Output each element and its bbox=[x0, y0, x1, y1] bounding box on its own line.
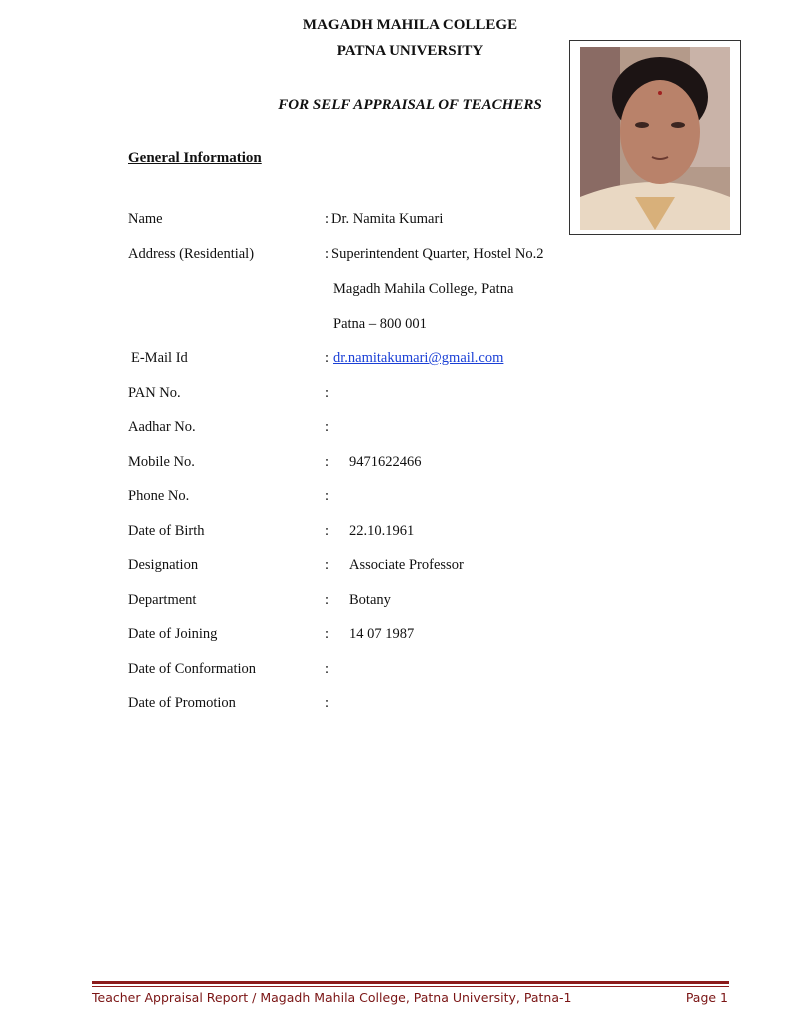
footer-rule bbox=[92, 981, 729, 984]
field-address: Address (Residential) : Superintendent Quarter, Hostel No.2 bbox=[128, 246, 544, 262]
field-value: 22.10.1961 bbox=[349, 523, 415, 539]
field-value: Dr. Namita Kumari bbox=[331, 211, 444, 227]
field-label: Name bbox=[128, 211, 163, 227]
field-label: Date of Promotion bbox=[128, 695, 236, 711]
field-aadhar: Aadhar No. : bbox=[128, 419, 330, 435]
address-line-3: Patna – 800 001 bbox=[333, 316, 427, 332]
footer-title: Teacher Appraisal Report / Magadh Mahila College, Patna University, Patna-1 bbox=[92, 990, 572, 1005]
field-date-of-conformation: Date of Conformation : bbox=[128, 661, 330, 677]
address-line-2: Magadh Mahila College, Patna bbox=[333, 281, 514, 297]
field-email: E-Mail Id : dr.namitakumari@gmail.com bbox=[131, 350, 504, 366]
teacher-photo bbox=[569, 40, 741, 235]
field-label: Date of Joining bbox=[128, 626, 218, 642]
field-date-of-joining: Date of Joining : 14 07 1987 bbox=[128, 626, 415, 642]
university-name: PATNA UNIVERSITY bbox=[336, 43, 484, 59]
field-label: Department bbox=[128, 592, 197, 608]
field-designation: Designation : Associate Professor bbox=[128, 557, 464, 573]
field-pan: PAN No. : bbox=[128, 385, 330, 401]
field-value: 9471622466 bbox=[349, 454, 422, 470]
field-value: 14 07 1987 bbox=[349, 626, 415, 642]
field-mobile: Mobile No. : 9471622466 bbox=[128, 454, 422, 470]
portrait-image bbox=[580, 47, 730, 230]
address-line-1: Superintendent Quarter, Hostel No.2 bbox=[331, 246, 544, 262]
field-label: Aadhar No. bbox=[128, 419, 196, 435]
field-label: Mobile No. bbox=[128, 454, 195, 470]
field-department: Department : Botany bbox=[128, 592, 391, 608]
field-label: Date of Conformation bbox=[128, 661, 257, 677]
field-label: Designation bbox=[128, 557, 199, 573]
field-label: Date of Birth bbox=[128, 523, 205, 539]
email-link[interactable]: dr.namitakumari@gmail.com bbox=[333, 350, 504, 366]
page-number: Page 1 bbox=[685, 990, 728, 1005]
field-label: PAN No. bbox=[128, 385, 181, 401]
field-value: Botany bbox=[349, 592, 391, 608]
field-name: Name : Dr. Namita Kumari bbox=[128, 211, 444, 227]
footer-rule-thin bbox=[92, 986, 729, 987]
field-label: Address (Residential) bbox=[128, 246, 255, 262]
field-label: Phone No. bbox=[128, 488, 190, 504]
field-label: E-Mail Id bbox=[131, 350, 188, 366]
college-name: MAGADH MAHILA COLLEGE bbox=[302, 17, 518, 33]
field-date-of-promotion: Date of Promotion : bbox=[128, 695, 330, 711]
field-value: Associate Professor bbox=[349, 557, 464, 573]
field-phone: Phone No. : bbox=[128, 488, 330, 504]
field-dob: Date of Birth : 22.10.1961 bbox=[128, 523, 415, 539]
form-title: FOR SELF APPRAISAL OF TEACHERS bbox=[278, 97, 542, 113]
section-general-information: General Information bbox=[128, 150, 262, 166]
